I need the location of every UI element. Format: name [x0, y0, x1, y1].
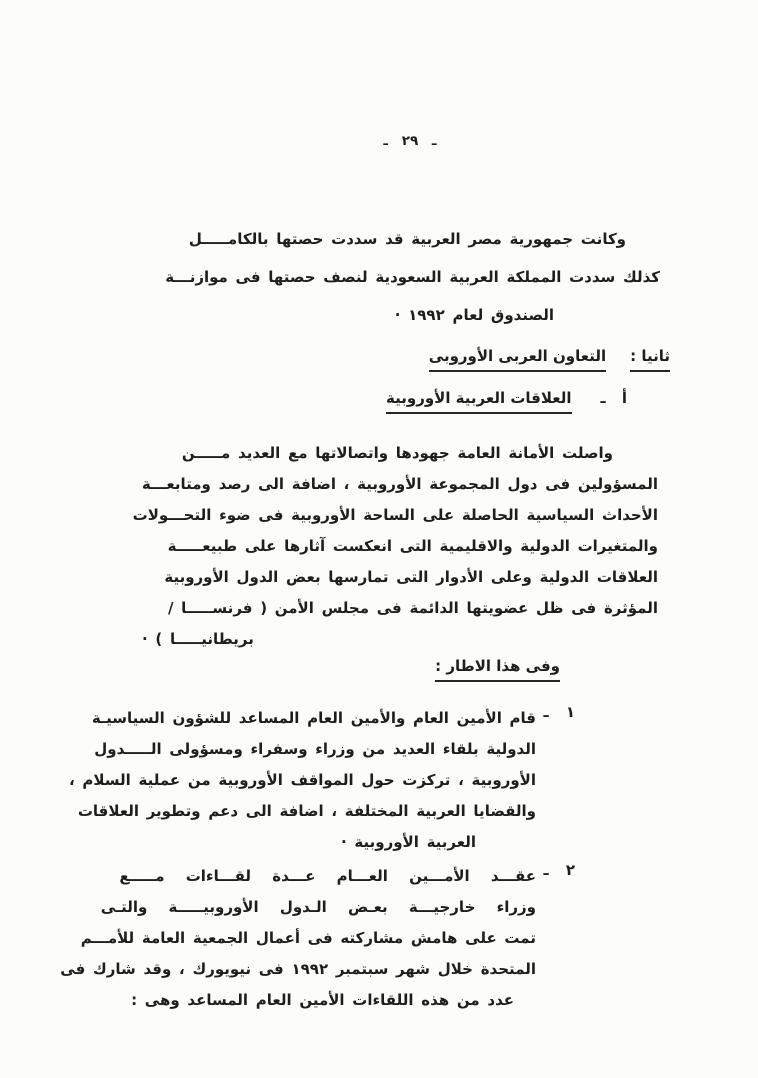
- text-line: المتحدة خلال شهر سبتمبر ١٩٩٢ فى نيويورك ، وقد شارك فى: [60, 960, 536, 978]
- subsection-title: العلاقات العربية الأوروبية: [386, 389, 571, 414]
- list-item-1-marker: ١ ـ: [543, 703, 575, 721]
- text-line: قام الأمين العام والأمين العام المساعد للشؤون السياسيـة: [91, 709, 536, 727]
- framework-heading-text: وفى هذا الاطار :: [435, 657, 560, 682]
- section-title: التعاون العربى الأوروبى: [429, 347, 606, 372]
- section-heading: [429, 347, 670, 372]
- list-item-1: [68, 703, 536, 858]
- text-line: الدولية بلقاء العديد من وزراء وسفراء ومسؤولى الـــــدول: [94, 740, 536, 758]
- paragraph-fund-payment: [138, 220, 660, 334]
- list-item-2: [60, 861, 536, 1016]
- text-line: عقـــد الأمـــين العـــام عـــدة لقـــاءات مـــــع: [119, 867, 536, 885]
- text-line: تمت على هامش مشاركته فى أعمال الجمعية العامة للأمـــم: [80, 929, 536, 947]
- text-line: كذلك سددت المملكة العربية السعودية لنصف حصتها فى موازنـــة: [165, 268, 660, 286]
- list-item-2-marker: ٢ ـ: [543, 861, 575, 879]
- text-line: الصندوق لعام ١٩٩٢ ·: [394, 306, 554, 324]
- text-line: بريطانيـــــا ) ·: [142, 630, 254, 648]
- text-line: وكانت جمهورية مصر العربية قد سددت حصتها بالكامـــــل: [188, 230, 626, 248]
- text-line: المؤثرة فى ظل عضويتها الدائمة فى مجلس الأمن ( فرنســـــا /: [167, 599, 658, 617]
- framework-heading: [435, 657, 560, 682]
- text-line: الأوروبية ، تركزت حول المواقف الأوروبية من عملية السلام ،: [68, 771, 536, 789]
- subsection-marker: أ ـ: [600, 389, 627, 407]
- text-line: العلاقات الدولية وعلى الأدوار التى تمارسها بعض الدول الأوروبية: [164, 568, 658, 586]
- text-line: والقضايا العربية المختلفة ، اضافة الى دعم وتطوير العلاقات: [77, 802, 536, 820]
- text-line: عدد من هذه اللقاءات الأمين العام المساعد وهى :: [131, 991, 514, 1009]
- page-number: ـ ٢٩ ـ: [383, 133, 437, 149]
- paragraph-european-relations: [132, 438, 658, 655]
- text-line: وزراء خارجيـــة بعـض الـدول الأوروبيـــــة والتـى: [100, 898, 536, 916]
- text-line: الأحداث السياسية الحاصلة على الساحة الأوروبية فى ضوء التحـــولات: [132, 506, 658, 524]
- section-label: ثانيا :: [630, 347, 670, 372]
- subsection-heading: [386, 389, 627, 414]
- text-line: والمتغيرات الدولية والاقليمية التى انعكست آثارها على طبيعـــــة: [167, 537, 658, 555]
- text-line: واصلت الأمانة العامة جهودها واتصالاتها مع العديد مـــــن: [181, 444, 613, 462]
- text-line: العربية الأوروبية ·: [340, 833, 476, 851]
- text-line: المسؤولين فى دول المجموعة الأوروبية ، اضافة الى رصد ومتابعـــة: [141, 475, 658, 493]
